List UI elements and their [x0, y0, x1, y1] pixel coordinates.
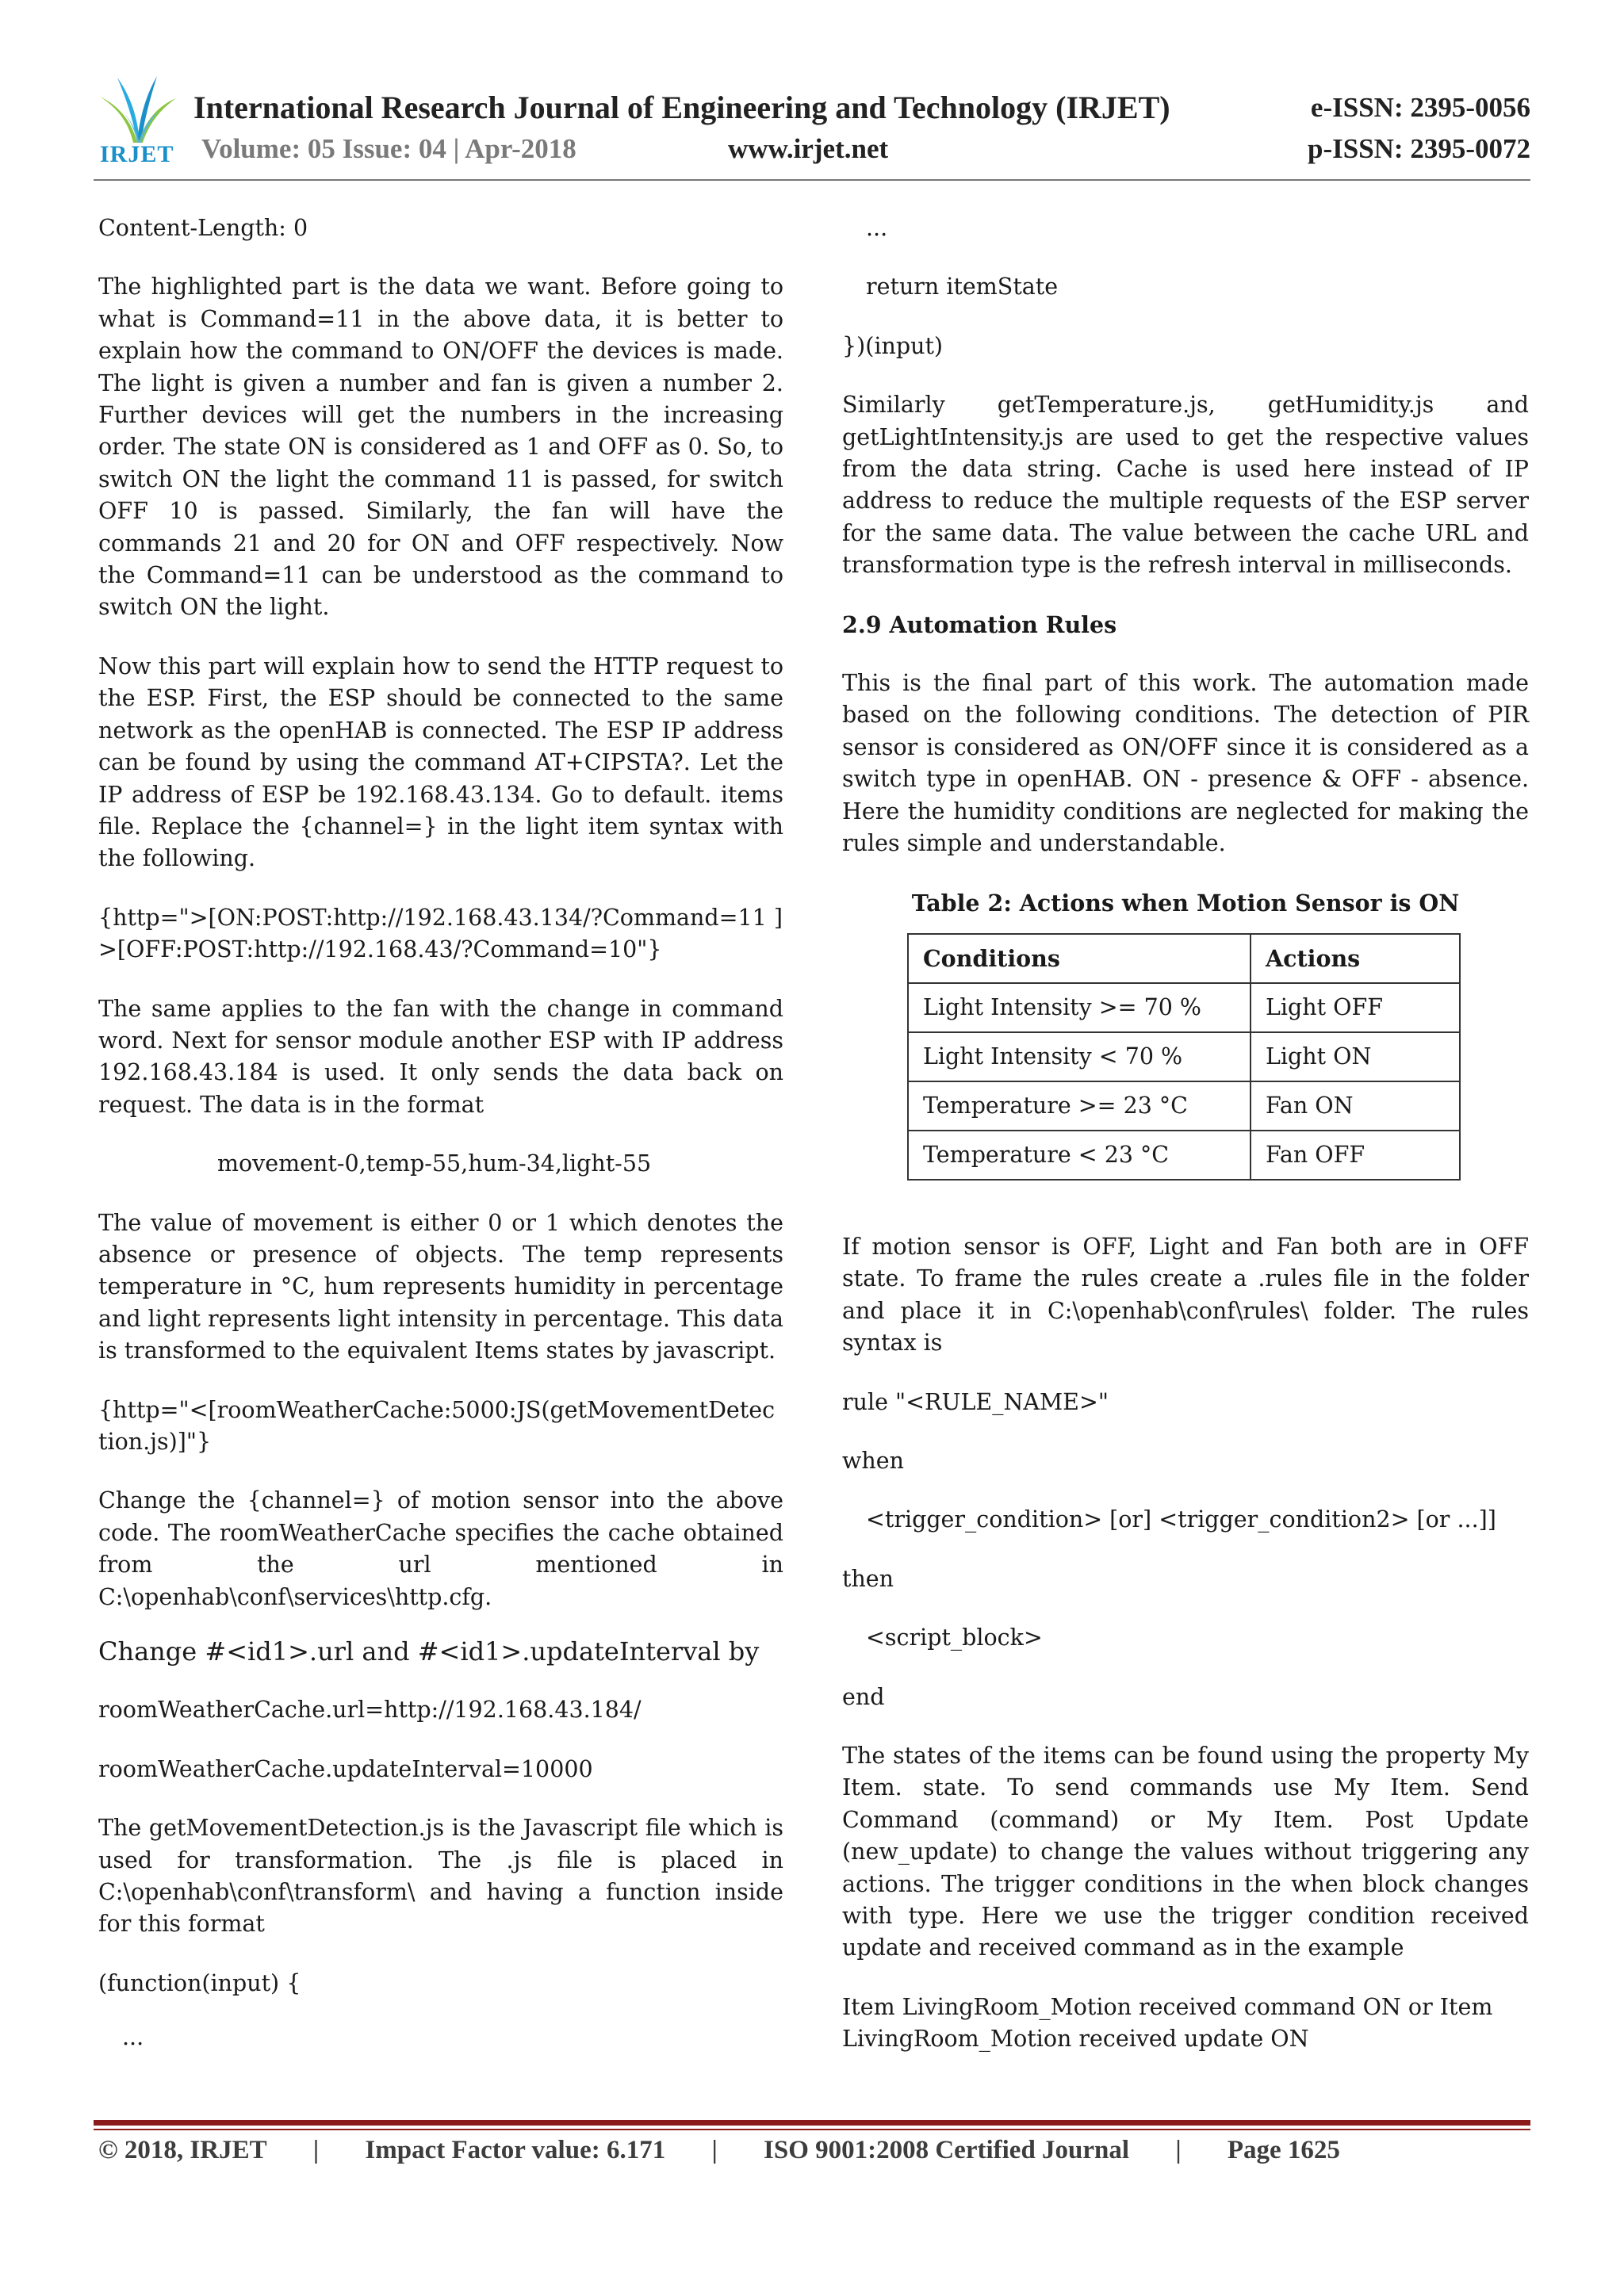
footer-divider-thick — [94, 2120, 1530, 2126]
footer-separator: | — [711, 2136, 718, 2164]
footer-separator: | — [1175, 2136, 1182, 2164]
journal-header — [94, 73, 1530, 176]
paragraph: Similarly getTemperature.js, getHumidity.js and getLightIntensity.js are used to get the respective values from the data string. Cache is used here instead of IP address to reduce the multiple requests of the ESP server for the same data. The value between the cache URL and transformation type is the refresh interval in milliseconds. — [842, 392, 1529, 579]
section-heading: 2.9 Automation Rules — [842, 610, 1117, 638]
p-issn: p-ISSN: 2395-0072 — [1307, 133, 1530, 164]
table-row — [908, 1032, 1460, 1081]
paragraph: Item LivingRoom_Motion received command ON or Item LivingRoom_Motion received update ON — [842, 1993, 1493, 2053]
header-divider — [94, 179, 1530, 181]
e-issn: e-ISSN: 2395-0056 — [1310, 92, 1530, 123]
footer-separator: | — [312, 2136, 320, 2164]
footer-copyright: © 2018, IRJET — [98, 2136, 267, 2164]
irjet-logo — [94, 73, 181, 168]
journal-title: International Research Journal of Engineering and Technology (IRJET) — [193, 90, 1170, 125]
code-line: <script_block> — [866, 1624, 1043, 1651]
paragraph: The states of the items can be found using the property My Item. state. To send commands use My Item. Send Command (command) or My Item. Post Update (new_update) to change the values without triggering any actions. The trigger conditions in the when block changes with type. Here we use the trigger condition received update and received command as in the example — [842, 1742, 1529, 1961]
paragraph: The value of movement is either 0 or 1 which denotes the absence or presence of objects. The temp represents temperature in °C, hum represents humidity in percentage and light represents light intensity in percentage. This data is transformed to the equivalent Items states by javascript. — [98, 1209, 784, 1364]
code-line: ... — [122, 2024, 144, 2051]
code-line: (function(input) { — [98, 1969, 301, 1996]
table-row — [908, 1131, 1460, 1180]
footer-divider-thin — [94, 2129, 1530, 2130]
logo-text: IRJET — [100, 141, 174, 167]
code-line: roomWeatherCache.updateInterval=10000 — [98, 1755, 593, 1782]
paragraph: Content-Length: 0 — [98, 215, 308, 241]
code-snippet: {http=">[ON:POST:http://192.168.43.134/?Command=11 ] >[OFF:POST:http://192.168.43/?Command=10"} — [98, 904, 783, 963]
leaf-logo-icon — [94, 73, 181, 146]
code-line: })(input) — [842, 332, 944, 359]
table-cell: Fan OFF — [1251, 1131, 1460, 1180]
code-line: <trigger_condition> [or] <trigger_condition2> [or ...]] — [866, 1506, 1496, 1533]
table-cell: Temperature < 23 °C — [908, 1131, 1251, 1180]
table-header-cell: Conditions — [908, 934, 1251, 983]
table-cell: Light ON — [1251, 1032, 1460, 1081]
paragraph: Change #<id1>.url and #<id1>.updateInterval by — [98, 1636, 760, 1667]
paragraph: If motion sensor is OFF, Light and Fan both are in OFF state. To frame the rules create a .rules file in the folder and place it in C:\openhab\conf\rules\ folder. The rules syntax is — [842, 1233, 1529, 1357]
left-column — [98, 212, 783, 2081]
table-row — [908, 983, 1460, 1032]
code-line: ... — [866, 215, 888, 241]
table-cell: Light Intensity >= 70 % — [908, 983, 1251, 1032]
table-cell: Light OFF — [1251, 983, 1460, 1032]
paragraph: The getMovementDetection.js is the Javascript file which is used for transformation. The .js file is placed in C:\openhab\conf\transform\ and having a function inside for this format — [98, 1815, 783, 1938]
journal-website[interactable]: www.irjet.net — [728, 133, 889, 164]
page-footer — [98, 2136, 1526, 2165]
table-header-row — [908, 934, 1460, 983]
actions-table — [907, 933, 1461, 1181]
code-line: end — [842, 1683, 885, 1710]
table-cell: Fan ON — [1251, 1081, 1460, 1131]
data-format-example: movement-0,temp-55,hum-34,light-55 — [217, 1150, 652, 1177]
table-caption: Table 2: Actions when Motion Sensor is ON — [911, 889, 1460, 916]
code-line: then — [842, 1565, 894, 1592]
table-header-cell: Actions — [1251, 934, 1460, 983]
code-line: roomWeatherCache.url=http://192.168.43.184/ — [98, 1697, 642, 1724]
paragraph: The same applies to the fan with the change in command word. Next for sensor module another ESP with IP address 192.168.43.184 is used. It only sends the data back on request. The data is in the format — [98, 995, 783, 1118]
volume-issue: Volume: 05 Issue: 04 | Apr-2018 — [201, 133, 576, 164]
code-line: rule "<RULE_NAME>" — [842, 1388, 1109, 1415]
footer-page-number: Page 1625 — [1227, 2136, 1340, 2164]
paragraph: The highlighted part is the data we want. Before going to what is Command=11 in the above data, it is better to explain how the command to ON/OFF the devices is made. The light is given a number and fan is given a number 2. Further devices will get the numbers in the increasing order. The state ON is considered as 1 and OFF as 0. So, to switch ON the light the command 11 is passed, for switch OFF 10 is passed. Similarly, the fan will have the commands 21 and 20 for ON and OFF respectively. Now the Command=11 can be understood as the command to switch ON the light. — [98, 274, 783, 621]
right-column — [842, 212, 1529, 2083]
table-cell: Temperature >= 23 °C — [908, 1081, 1251, 1131]
code-line: return itemState — [866, 274, 1059, 300]
table-cell: Light Intensity < 70 % — [908, 1032, 1251, 1081]
paragraph: Change the {channel=} of motion sensor into the above code. The roomWeatherCache specifies the cache obtained from the url mentioned in C:\openhab\conf\services\http.cfg. — [98, 1487, 783, 1610]
code-snippet: {http="<[roomWeatherCache:5000:JS(getMovementDetection.js)]"} — [98, 1396, 776, 1455]
paragraph: This is the final part of this work. The automation made based on the following conditions. The detection of PIR sensor is considered as ON/OFF since it is considered as a switch type in openHAB. ON - presence & OFF - absence. Here the humidity conditions are neglected for making the rules simple and understandable. — [842, 670, 1529, 857]
footer-impact-factor: Impact Factor value: 6.171 — [365, 2136, 666, 2164]
code-line: when — [842, 1447, 904, 1474]
table-row — [908, 1081, 1460, 1131]
footer-iso: ISO 9001:2008 Certified Journal — [764, 2136, 1130, 2164]
paragraph: Now this part will explain how to send the HTTP request to the ESP. First, the ESP should be connected to the same network as the openHAB is connected. The ESP IP address can be found by using the command AT+CIPSTA?. Let the IP address of ESP be 192.168.43.134. Go to default. items file. Replace the {channel=} in the light item syntax with the following. — [98, 652, 783, 872]
